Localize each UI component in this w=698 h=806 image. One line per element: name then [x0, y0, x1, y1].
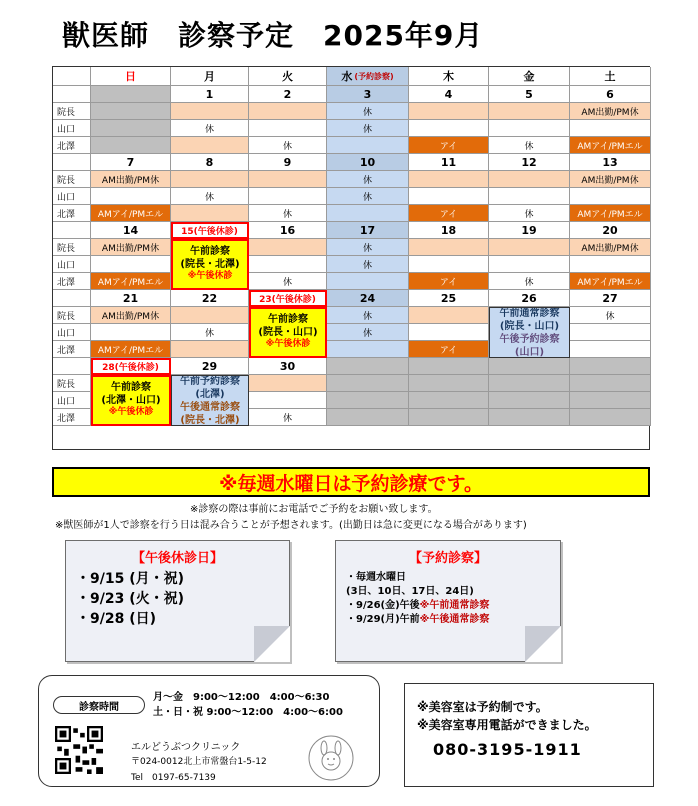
date-cell: 16: [249, 222, 327, 239]
date-cell: 8: [171, 154, 249, 171]
special-schedule-line: 午前通常診察: [499, 307, 560, 319]
schedule-cell: [409, 239, 489, 256]
beauty-salon-box: [404, 683, 654, 787]
special-schedule-line: 午前診察: [190, 246, 230, 258]
schedule-cell: [249, 239, 327, 256]
date-cell: 2: [249, 86, 327, 103]
date-cell: 26: [489, 290, 570, 307]
schedule-cell: [171, 137, 249, 154]
schedule-cell: AMアイ/PMエル: [570, 273, 651, 290]
special-schedule-line: 午後予約診察: [499, 333, 560, 345]
schedule-cell: AMアイ/PMエル: [570, 137, 651, 154]
reservation-title: 【予約診察】: [408, 551, 487, 566]
schedule-cell: [489, 239, 570, 256]
special-schedule-sep29: [171, 375, 249, 426]
staff-label: 北澤: [53, 341, 91, 358]
date-cell: 12: [489, 154, 570, 171]
staff-label: 北澤: [53, 273, 91, 290]
schedule-cell: 休: [249, 205, 327, 222]
holiday-item: ・9/15 (月・祝): [76, 571, 185, 587]
reservation-remark: ※午後通常診察: [419, 614, 490, 625]
schedule-cell: 休: [171, 188, 249, 205]
special-schedule-line: (院長・山口): [258, 326, 318, 338]
staff-label: 北澤: [53, 137, 91, 154]
schedule-cell: AM出勤/PM休: [91, 239, 171, 256]
reservation-note: ※診察の際は事前にお電話でご予約をお願い致します。: [190, 504, 438, 515]
schedule-cell: [91, 120, 171, 137]
weekday-header-2: [249, 67, 327, 86]
schedule-cell: [409, 375, 489, 392]
weekday-header-4: [409, 67, 489, 86]
weekday-header-0: [91, 67, 171, 86]
schedule-cell: [249, 188, 327, 205]
afternoon-closed-title: 【午後休診日】: [131, 551, 223, 566]
schedule-cell: [171, 307, 249, 324]
date-cell: 3: [327, 86, 409, 103]
schedule-cell: 休: [249, 137, 327, 154]
schedule-cell: [327, 137, 409, 154]
schedule-cell: 休: [489, 273, 570, 290]
special-schedule-line: 午前診察: [268, 314, 308, 326]
date-cell: 20: [570, 222, 651, 239]
special-schedule-sep15: [171, 239, 249, 290]
reservation-item: [346, 599, 489, 613]
date-cell: 17: [327, 222, 409, 239]
clinic-address: 〒024-0012北上市常盤台1-5-12: [131, 757, 267, 767]
date-cell: 9: [249, 154, 327, 171]
weekday-header-5: [489, 67, 570, 86]
schedule-cell: AM出勤/PM休: [570, 171, 651, 188]
special-schedule-line: (院長・北澤): [180, 414, 240, 426]
weekday-label: 土: [604, 70, 616, 83]
qr-code-icon[interactable]: [55, 726, 103, 774]
reservation-memo: [335, 540, 561, 662]
schedule-cell: [570, 188, 651, 205]
schedule-cell: [327, 392, 409, 409]
schedule-cell: 休: [327, 324, 409, 341]
date-cell: 5: [489, 86, 570, 103]
week-spacer: [53, 290, 91, 307]
schedule-cell: [327, 409, 409, 426]
reservation-item: (3日、10日、17日、24日): [346, 586, 474, 597]
special-schedule-line: ※午後休診: [108, 407, 154, 418]
week-spacer: [53, 86, 91, 103]
week-spacer: [53, 222, 91, 239]
schedule-cell: アイ: [409, 273, 489, 290]
schedule-cell: [489, 120, 570, 137]
schedule-cell: AMアイ/PMエル: [91, 341, 171, 358]
schedule-cell: [489, 409, 570, 426]
staff-label: 院長: [53, 375, 91, 392]
staff-label: 院長: [53, 307, 91, 324]
schedule-cell: [327, 205, 409, 222]
reservation-date: ・9/29(月)午前: [346, 614, 420, 625]
week-spacer: [53, 358, 91, 375]
schedule-cell: [249, 171, 327, 188]
schedule-cell: [409, 171, 489, 188]
special-schedule-line: ※午後休診: [187, 271, 233, 282]
date-cell: 24: [327, 290, 409, 307]
holiday-item: ・9/23 (火・祝): [76, 591, 185, 607]
staff-label: 山口: [53, 188, 91, 205]
staff-label: 山口: [53, 256, 91, 273]
schedule-cell: AM出勤/PM休: [570, 239, 651, 256]
beauty-phone-number[interactable]: 080-3195-1911: [433, 740, 582, 759]
schedule-cell: [570, 409, 651, 426]
date-cell: 15(午後休診): [171, 222, 249, 239]
special-schedule-sep26: [489, 307, 570, 358]
schedule-cell: [489, 256, 570, 273]
schedule-cell: [489, 375, 570, 392]
schedule-calendar: [52, 66, 650, 450]
schedule-cell: [249, 256, 327, 273]
date-cell: [91, 86, 171, 103]
special-schedule-line: 午前診察: [111, 382, 151, 394]
date-cell: 14: [91, 222, 171, 239]
schedule-cell: 休: [171, 324, 249, 341]
special-schedule-line: (北澤・山口): [101, 394, 161, 406]
schedule-cell: [171, 341, 249, 358]
schedule-cell: AMアイ/PMエル: [570, 205, 651, 222]
schedule-cell: 休: [570, 307, 651, 324]
schedule-cell: [570, 120, 651, 137]
schedule-cell: [570, 341, 651, 358]
schedule-cell: [570, 392, 651, 409]
schedule-cell: 休: [171, 120, 249, 137]
schedule-cell: [409, 409, 489, 426]
schedule-cell: [249, 375, 327, 392]
schedule-cell: 休: [327, 171, 409, 188]
reservation-date: ・9/26(金)午後: [346, 600, 420, 611]
schedule-cell: アイ: [409, 205, 489, 222]
date-cell: 13: [570, 154, 651, 171]
date-cell: 28(午後休診): [91, 358, 171, 375]
date-cell: [489, 358, 570, 375]
beauty-note-reservation: ※美容室は予約制です。: [417, 700, 548, 714]
date-cell: 21: [91, 290, 171, 307]
schedule-cell: [91, 256, 171, 273]
schedule-cell: [409, 307, 489, 324]
clinic-info-box: [38, 675, 380, 787]
week-spacer: [53, 154, 91, 171]
schedule-cell: 休: [327, 188, 409, 205]
reservation-banner: ※毎週水曜日は予約診療です。: [52, 467, 650, 497]
page-title: 獣医師 診察予定 2025年9月: [62, 19, 484, 52]
date-cell: 23(午後休診): [249, 290, 327, 307]
schedule-cell: 休: [327, 256, 409, 273]
staff-label: 院長: [53, 171, 91, 188]
schedule-cell: [489, 188, 570, 205]
schedule-cell: 休: [327, 307, 409, 324]
weekday-header-3: [327, 67, 409, 86]
schedule-cell: AM出勤/PM休: [570, 103, 651, 120]
schedule-cell: アイ: [409, 341, 489, 358]
weekday-label: 金: [523, 70, 535, 83]
staff-label: 山口: [53, 392, 91, 409]
page-fold-icon: [254, 626, 290, 662]
holiday-item: ・9/28 (日): [76, 611, 157, 627]
date-cell: 4: [409, 86, 489, 103]
hours-weekday: 月～金 9:00～12:00 4:00～6:30: [153, 692, 330, 703]
schedule-cell: [570, 324, 651, 341]
date-cell: [570, 358, 651, 375]
schedule-cell: [171, 103, 249, 120]
schedule-cell: [409, 103, 489, 120]
schedule-cell: 休: [249, 273, 327, 290]
date-cell: 25: [409, 290, 489, 307]
schedule-cell: [570, 375, 651, 392]
special-schedule-line: (院長・山口): [499, 320, 560, 332]
reservation-item: [346, 613, 489, 627]
weekday-label: 火: [282, 70, 293, 83]
date-cell: 1: [171, 86, 249, 103]
date-cell: 10: [327, 154, 409, 171]
special-schedule-line: (北澤): [195, 388, 225, 400]
schedule-cell: [171, 171, 249, 188]
weekday-label: 木: [443, 70, 454, 83]
date-cell: 29: [171, 358, 249, 375]
schedule-cell: アイ: [409, 137, 489, 154]
schedule-cell: [327, 341, 409, 358]
weekday-header-6: [570, 67, 651, 86]
hours-weekend: 土・日・祝 9:00～12:00 4:00～6:00: [153, 707, 343, 718]
page-fold-icon: [525, 626, 561, 662]
weekday-label: 水: [341, 70, 353, 83]
crowding-note: ※獣医師が1人で診察を行う日は混み合うことが予想されます。(出勤日は急に変更になる場合があります): [55, 520, 527, 531]
schedule-cell: [249, 392, 327, 409]
date-cell: 11: [409, 154, 489, 171]
date-cell: 19: [489, 222, 570, 239]
schedule-cell: [489, 171, 570, 188]
schedule-cell: AMアイ/PMエル: [91, 205, 171, 222]
beauty-note-phone: ※美容室専用電話ができました。: [417, 718, 597, 732]
schedule-cell: [91, 324, 171, 341]
hours-text: [153, 690, 343, 720]
schedule-cell: [489, 392, 570, 409]
schedule-cell: [409, 392, 489, 409]
reservation-remark: ※午前通常診察: [419, 600, 490, 611]
weekday-sub-label: (予約診察): [354, 71, 394, 81]
schedule-cell: [409, 120, 489, 137]
weekday-header-1: [171, 67, 249, 86]
schedule-cell: 休: [489, 205, 570, 222]
schedule-cell: [327, 273, 409, 290]
special-schedule-line: 午前予約診察: [180, 375, 240, 387]
schedule-cell: AM出勤/PM休: [91, 307, 171, 324]
clinic-tel: Tel 0197-65-7139: [131, 773, 216, 783]
schedule-cell: AM出勤/PM休: [91, 171, 171, 188]
schedule-cell: [249, 103, 327, 120]
hours-label: 診察時間: [53, 696, 145, 714]
weekday-label: 月: [204, 70, 215, 83]
staff-label: 山口: [53, 324, 91, 341]
clinic-name: エルどうぶつクリニック: [131, 742, 241, 753]
schedule-cell: [91, 103, 171, 120]
schedule-cell: 休: [249, 409, 327, 426]
date-cell: 18: [409, 222, 489, 239]
staff-label: 山口: [53, 120, 91, 137]
corner-cell: [53, 67, 91, 86]
special-schedule-line: 午後通常診察: [180, 401, 240, 413]
schedule-cell: 休: [327, 120, 409, 137]
date-cell: [409, 358, 489, 375]
schedule-cell: [409, 324, 489, 341]
schedule-cell: [570, 256, 651, 273]
special-schedule-sep23: [249, 307, 327, 358]
special-schedule-line: (院長・北澤): [180, 258, 240, 270]
schedule-cell: [249, 120, 327, 137]
date-cell: 27: [570, 290, 651, 307]
reservation-item: ・毎週水曜日: [346, 572, 406, 583]
staff-label: 院長: [53, 103, 91, 120]
date-cell: 7: [91, 154, 171, 171]
staff-label: 院長: [53, 239, 91, 256]
date-cell: 22: [171, 290, 249, 307]
weekday-label: 日: [125, 70, 136, 83]
schedule-cell: 休: [489, 137, 570, 154]
date-cell: [327, 358, 409, 375]
schedule-cell: [91, 137, 171, 154]
schedule-cell: [91, 188, 171, 205]
special-schedule-line: (山口): [514, 346, 545, 358]
schedule-cell: [409, 188, 489, 205]
special-schedule-line: ※午後休診: [265, 339, 311, 350]
special-schedule-sep28: [91, 375, 171, 426]
schedule-cell: 休: [327, 239, 409, 256]
schedule-cell: [171, 205, 249, 222]
schedule-cell: 休: [327, 103, 409, 120]
schedule-cell: [327, 375, 409, 392]
schedule-cell: [489, 103, 570, 120]
afternoon-closed-memo: [65, 540, 290, 662]
date-cell: 6: [570, 86, 651, 103]
date-cell: 30: [249, 358, 327, 375]
staff-label: 北澤: [53, 205, 91, 222]
clinic-logo-icon: [307, 734, 355, 782]
schedule-cell: [409, 256, 489, 273]
schedule-cell: AMアイ/PMエル: [91, 273, 171, 290]
staff-label: 北澤: [53, 409, 91, 426]
